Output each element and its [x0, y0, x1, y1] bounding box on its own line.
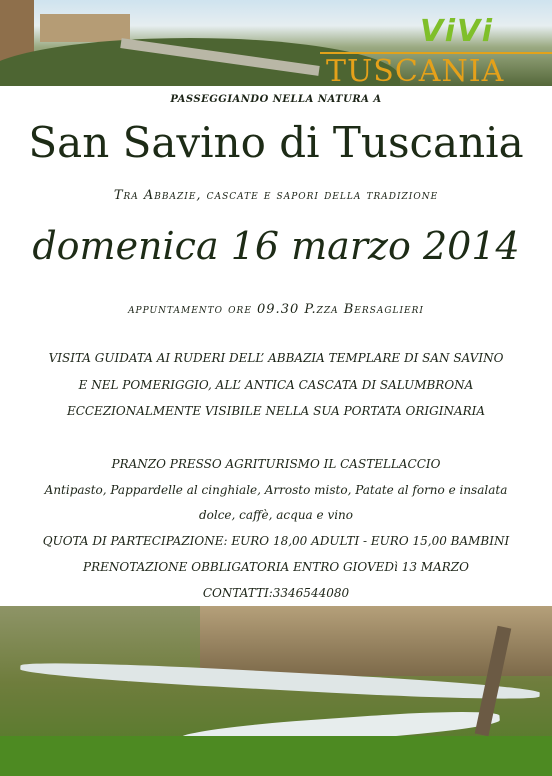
menu-line-1: Antipasto, Pappardelle al cinghiale, Arrosto misto, Patate al forno e insalata [44, 483, 508, 497]
logo-vivi-text: ViVi [420, 14, 494, 49]
grass-illustration [0, 736, 552, 776]
waterfall-photo [0, 606, 552, 776]
booking-info: PRENOTAZIONE OBBLIGATORIA ENTRO GIOVEDì 13 MARZO [83, 560, 469, 574]
meeting-info: appuntamento ore 09.30 P.zza Bersaglieri [128, 302, 424, 317]
page-title: San Savino di Tuscania [28, 118, 524, 167]
contact-info: CONTATTI:3346544080 [202, 586, 350, 600]
visit-line-2: E NEL POMERIGGIO, ALL’ ANTICA CASCATA DI SALUMBRONA [78, 378, 474, 392]
subtitle: PASSEGGIANDO NELLA NATURA A [170, 94, 382, 105]
event-date: domenica 16 marzo 2014 [32, 224, 520, 268]
menu-line-2: dolce, caffè, acqua e vino [198, 508, 354, 522]
town-illustration [40, 14, 130, 42]
visit-line-1: VISITA GUIDATA AI RUDERI DELL’ ABBAZIA TEMPLARE DI SAN SAVINO [48, 351, 504, 365]
price-info: QUOTA DI PARTECIPAZIONE: EURO 18,00 ADULTI - EURO 15,00 BAMBINI [42, 534, 510, 548]
tagline: Tra Abbazie, cascate e sapori della tradizione [113, 188, 439, 203]
header-banner-photo [0, 0, 552, 86]
visit-line-3: ECCEZIONALMENTE VISIBILE NELLA SUA PORTATA ORIGINARIA [66, 404, 486, 418]
logo-tuscania-text: TUSCANIA [326, 54, 505, 86]
vivi-tuscania-logo [320, 14, 552, 86]
lunch-venue: PRANZO PRESSO AGRITURISMO IL CASTELLACCIO [111, 457, 441, 471]
